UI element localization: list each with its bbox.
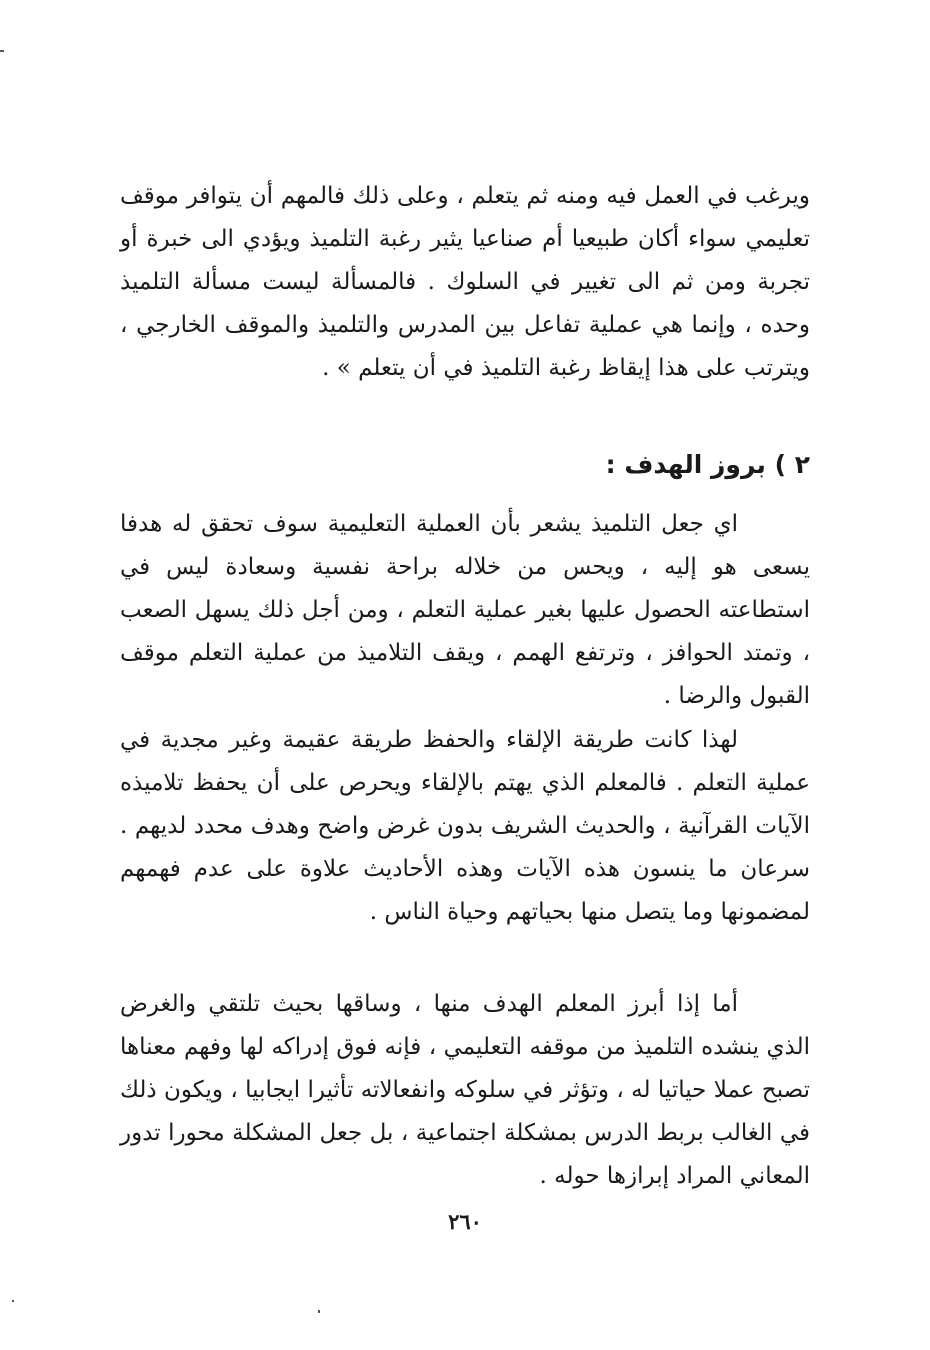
paragraph-rote-method: لهذا كانت طريقة الإلقاء والحفظ طريقة عقيمة وغير مجدية في عملية التعلم . فالمعلم الذي يهتم بالإلقاء ويحرص على أن يحفظ تلاميذه الآيات القرآنية ، والحديث الشريف بدون غرض واضح وهدف محدد لديهم . سرعان ما ينسون هذه الآيات وهذه الأحاديث علاوة على عدم فهمهم لمضمونها وما يتصل منها بحياتهم وحياة الناس .	[120, 727, 810, 925]
scan-speck	[0, 50, 4, 52]
paragraph-highlighting-goal: أما إذا أبرز المعلم الهدف منها ، وساقها بحيث تلتقي والغرض الذي ينشده التلميذ من موقفه التعليمي ، فإنه فوق إدراكه لها وفهم معناها تصبح عملا حياتيا له ، وتؤثر في سلوكه وانفعالاته تأثيرا ايجابيا ، ويكون ذلك في الغالب بربط الدرس بمشكلة اجتماعية ، بل جعل المشكلة محورا تدور المعاني المراد إبرازها حوله .	[120, 991, 810, 1189]
scan-speck	[318, 1310, 320, 1313]
paragraph-goal-definition: اي جعل التلميذ يشعر بأن العملية التعليمية سوف تحقق له هدفا يسعى هو إليه ، ويحس من خلاله براحة نفسية وسعادة ليس في استطاعته الحصول عليها بغير عملية التعلم ، ومن أجل ذلك يسهل الصعب ، وتمتد الحوافز ، وترتفع الهمم ، ويقف التلاميذ من عملية التعلم موقف القبول والرضا .	[120, 511, 810, 709]
paragraph-continuation: ويرغب في العمل فيه ومنه ثم يتعلم ، وعلى ذلك فالمهم أن يتوافر موقف تعليمي سواء أكان طبيعيا أم صناعيا يثير رغبة التلميذ ويؤدي الى خبرة أو تجربة ومن ثم الى تغيير في السلوك . فالمسألة ليست مسألة التلميذ وحده ، وإنما هي عملية تفاعل بين المدرس والتلميذ والموقف الخارجي ، ويترتب على هذا إيقاظ رغبة التلميذ في أن يتعلم » .	[120, 183, 810, 381]
section-heading: ٢ ) بروز الهدف :	[605, 449, 810, 479]
scan-speck	[12, 1300, 14, 1302]
page-number: ٢٦٠	[448, 1209, 482, 1234]
